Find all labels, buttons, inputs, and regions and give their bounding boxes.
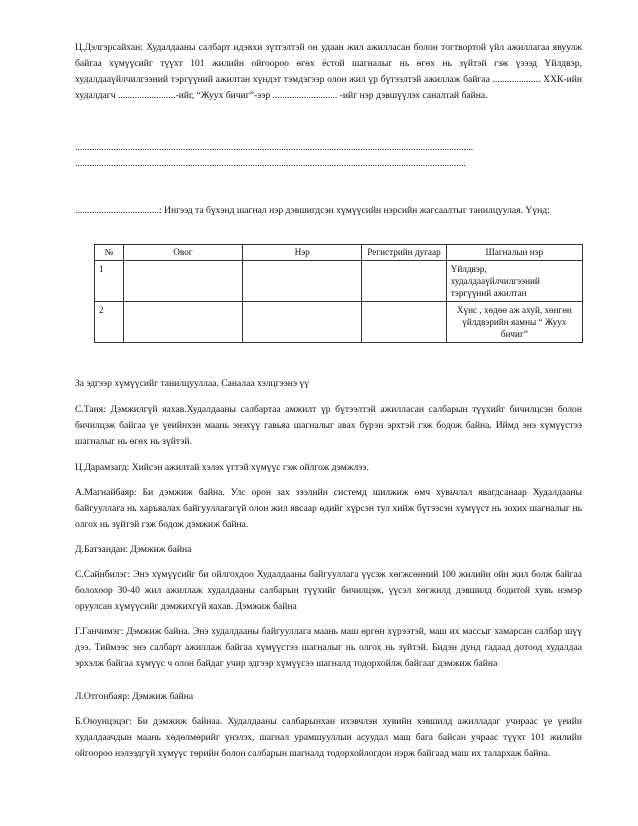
intro-paragraph: Ц.Дэлгэрсайхан: Худалдааны салбарт идэвхи зүтгэлтэй он удаан жил ажилласан болон тогтвортой үйл ажиллагаа явуулж байгаа хүмүүсийг түүхт 101 жилийн ойгоороо өгөх ёстой шагналыг нь өгөх нь зүйтэй гэж үзээд Үйлдвэр, худалдааүйлчилгээний тэргүүний ажилтан хүндэт тэмдэгээр олон жил үр бүтээлтэй ажиллаж байгаа .................... ХХК-ийн худалдагч ........................-ийг, “Жуух бичиг”-ээр ........................... -ийг нэр дэвшүүлэх саналтай байна. xyxy=(75,42,582,101)
table-header-row xyxy=(95,245,583,261)
table-row xyxy=(95,302,583,343)
cell-number: 1 xyxy=(95,261,124,302)
header-register: Регистрийн дугаар xyxy=(362,245,446,261)
header-name: Нэр xyxy=(243,245,362,261)
paragraph-otgonbayar: Л.Отгонбаяр: Дэмжиж байна xyxy=(75,691,194,702)
paragraph-magnaibayar: А.Магнайбаяр: Би дэмжиж байна. Улс орон зах зээлийн системд шилжиж өмч хувьчлал явагдсанаар Худалдааны байгууллага нь харъяалах байгууллагагүй олон жил явсаар өдийг хүрсэн тул хийж бүтээсэн хүмүүст нь зохих шагналыг нь олгох нь зүйтэй гэж бодож дэмжиж байна. xyxy=(75,487,582,530)
dotted-line-1: ...................................................................................................................................................................... xyxy=(75,142,474,153)
cell-register xyxy=(362,261,446,302)
paragraph-daramzagd: Ц.Дарамзагд: Хийсэн ажилтай хэлэх үгтэй хүмүүс гэж ойлгож дэмжлээ. xyxy=(75,462,369,473)
header-number: № xyxy=(95,245,124,261)
paragraph-summary: За эдгээр хүмүүсийг танилцууллаа. Саналаа хэлцгээнэ үү xyxy=(75,378,310,389)
paragraph-tanya: С.Таня: Дэмжилгүй яахав.Худалдааны салбартаа амжилт үр бүтээлтэй ажилласан салбарын түүхийг бичилцсэн болон бичилцэж байгаа үе үеийнхэн маань энэхүү гавьяа шагналыг авах бүрэн эрхтэй гэж бодож байна. Иймд энэ хүмүүстээ шагналыг нь өгөх нь зүйтэй. xyxy=(75,404,582,447)
paragraph-ganchimeg: Г.Ганчимэг: Дэмжиж байна. Энэ худалдааны байгууллага маань маш өргөн хүрээтэй, маш их массыг хамарсан салбар шүү дээ. Тиймээс энэ салбарт ажиллаж байгаа хүмүүстээ шагналыг нь олгох нь зүйтэй. Бидэн дунд гадаад дотоод худалдаа эрхэлж байгаа хүмүүс ч олон байдаг учир эдгээр хүмүүсээ шагналд тодорхойлж байгааг дэмжиж байна xyxy=(75,626,582,669)
header-surname: Овог xyxy=(123,245,242,261)
cell-surname xyxy=(123,302,242,343)
cell-name xyxy=(243,261,362,302)
paragraph-batzandan: Д.Батзандан: Дэмжиж байна xyxy=(75,544,192,555)
cell-name xyxy=(243,302,362,343)
table-intro-paragraph: ...................................: Ингээд та бүхэнд шагнал нэр дэвшигдсэн хүмүүсийн нэрсийн жагсаалтыг танилцуулая. Үүнд: xyxy=(75,205,550,216)
cell-surname xyxy=(123,261,242,302)
cell-award: Хүнс , хөдөө аж ахуй, хөнгөн үйлдвэрийн яамны “ Жуух бичиг” xyxy=(446,302,582,343)
cell-register xyxy=(362,302,446,343)
dotted-line-2: ................................................................................................................................................................... xyxy=(75,158,466,169)
paragraph-oyuuntsetseg: Б.Оюунцэцэг: Би дэмжиж байнаа. Худалдааны салбарынхан ихэвчлэн хувийн хэвшилд ажилладаг учираас үе үеийн худалдаачдын маань хөдөлмөрийг үнэлэх, шагнал урамшууллын асуудал маш бага байсан учраас түүхт 101 жилийн ойгоороо нэлээдгүй хүмүүс төрийн болон салбарын шагналд тодорхойлогдон нэрж байгаад маш их талархаж байна. xyxy=(75,716,582,759)
cell-number: 2 xyxy=(95,302,124,343)
cell-award: Үйлдвэр, худалдааүйлчилгээний тэргүүний ажилтан xyxy=(446,261,582,302)
paragraph-sainbileg: С.Сайнбилэг: Энэ хүмүүсийг би ойлгохдоо Худалдааны байгууллага үүсэж хөгжсөнний 100 жилийн ойн жил болж байгаа болохоор 30-40 жил ажиллаж худалдааны салбарын түүхийг бичилцэж, үүсэл хөгжилд дэвшилд бодитой хувь нэмэр оруулсан хүмүүсийг дэмжихгүй яахав. Дэмжиж байна xyxy=(75,569,582,612)
nominees-table xyxy=(94,244,583,343)
table-row xyxy=(95,261,583,302)
header-award: Шагналын нэр xyxy=(446,245,582,261)
